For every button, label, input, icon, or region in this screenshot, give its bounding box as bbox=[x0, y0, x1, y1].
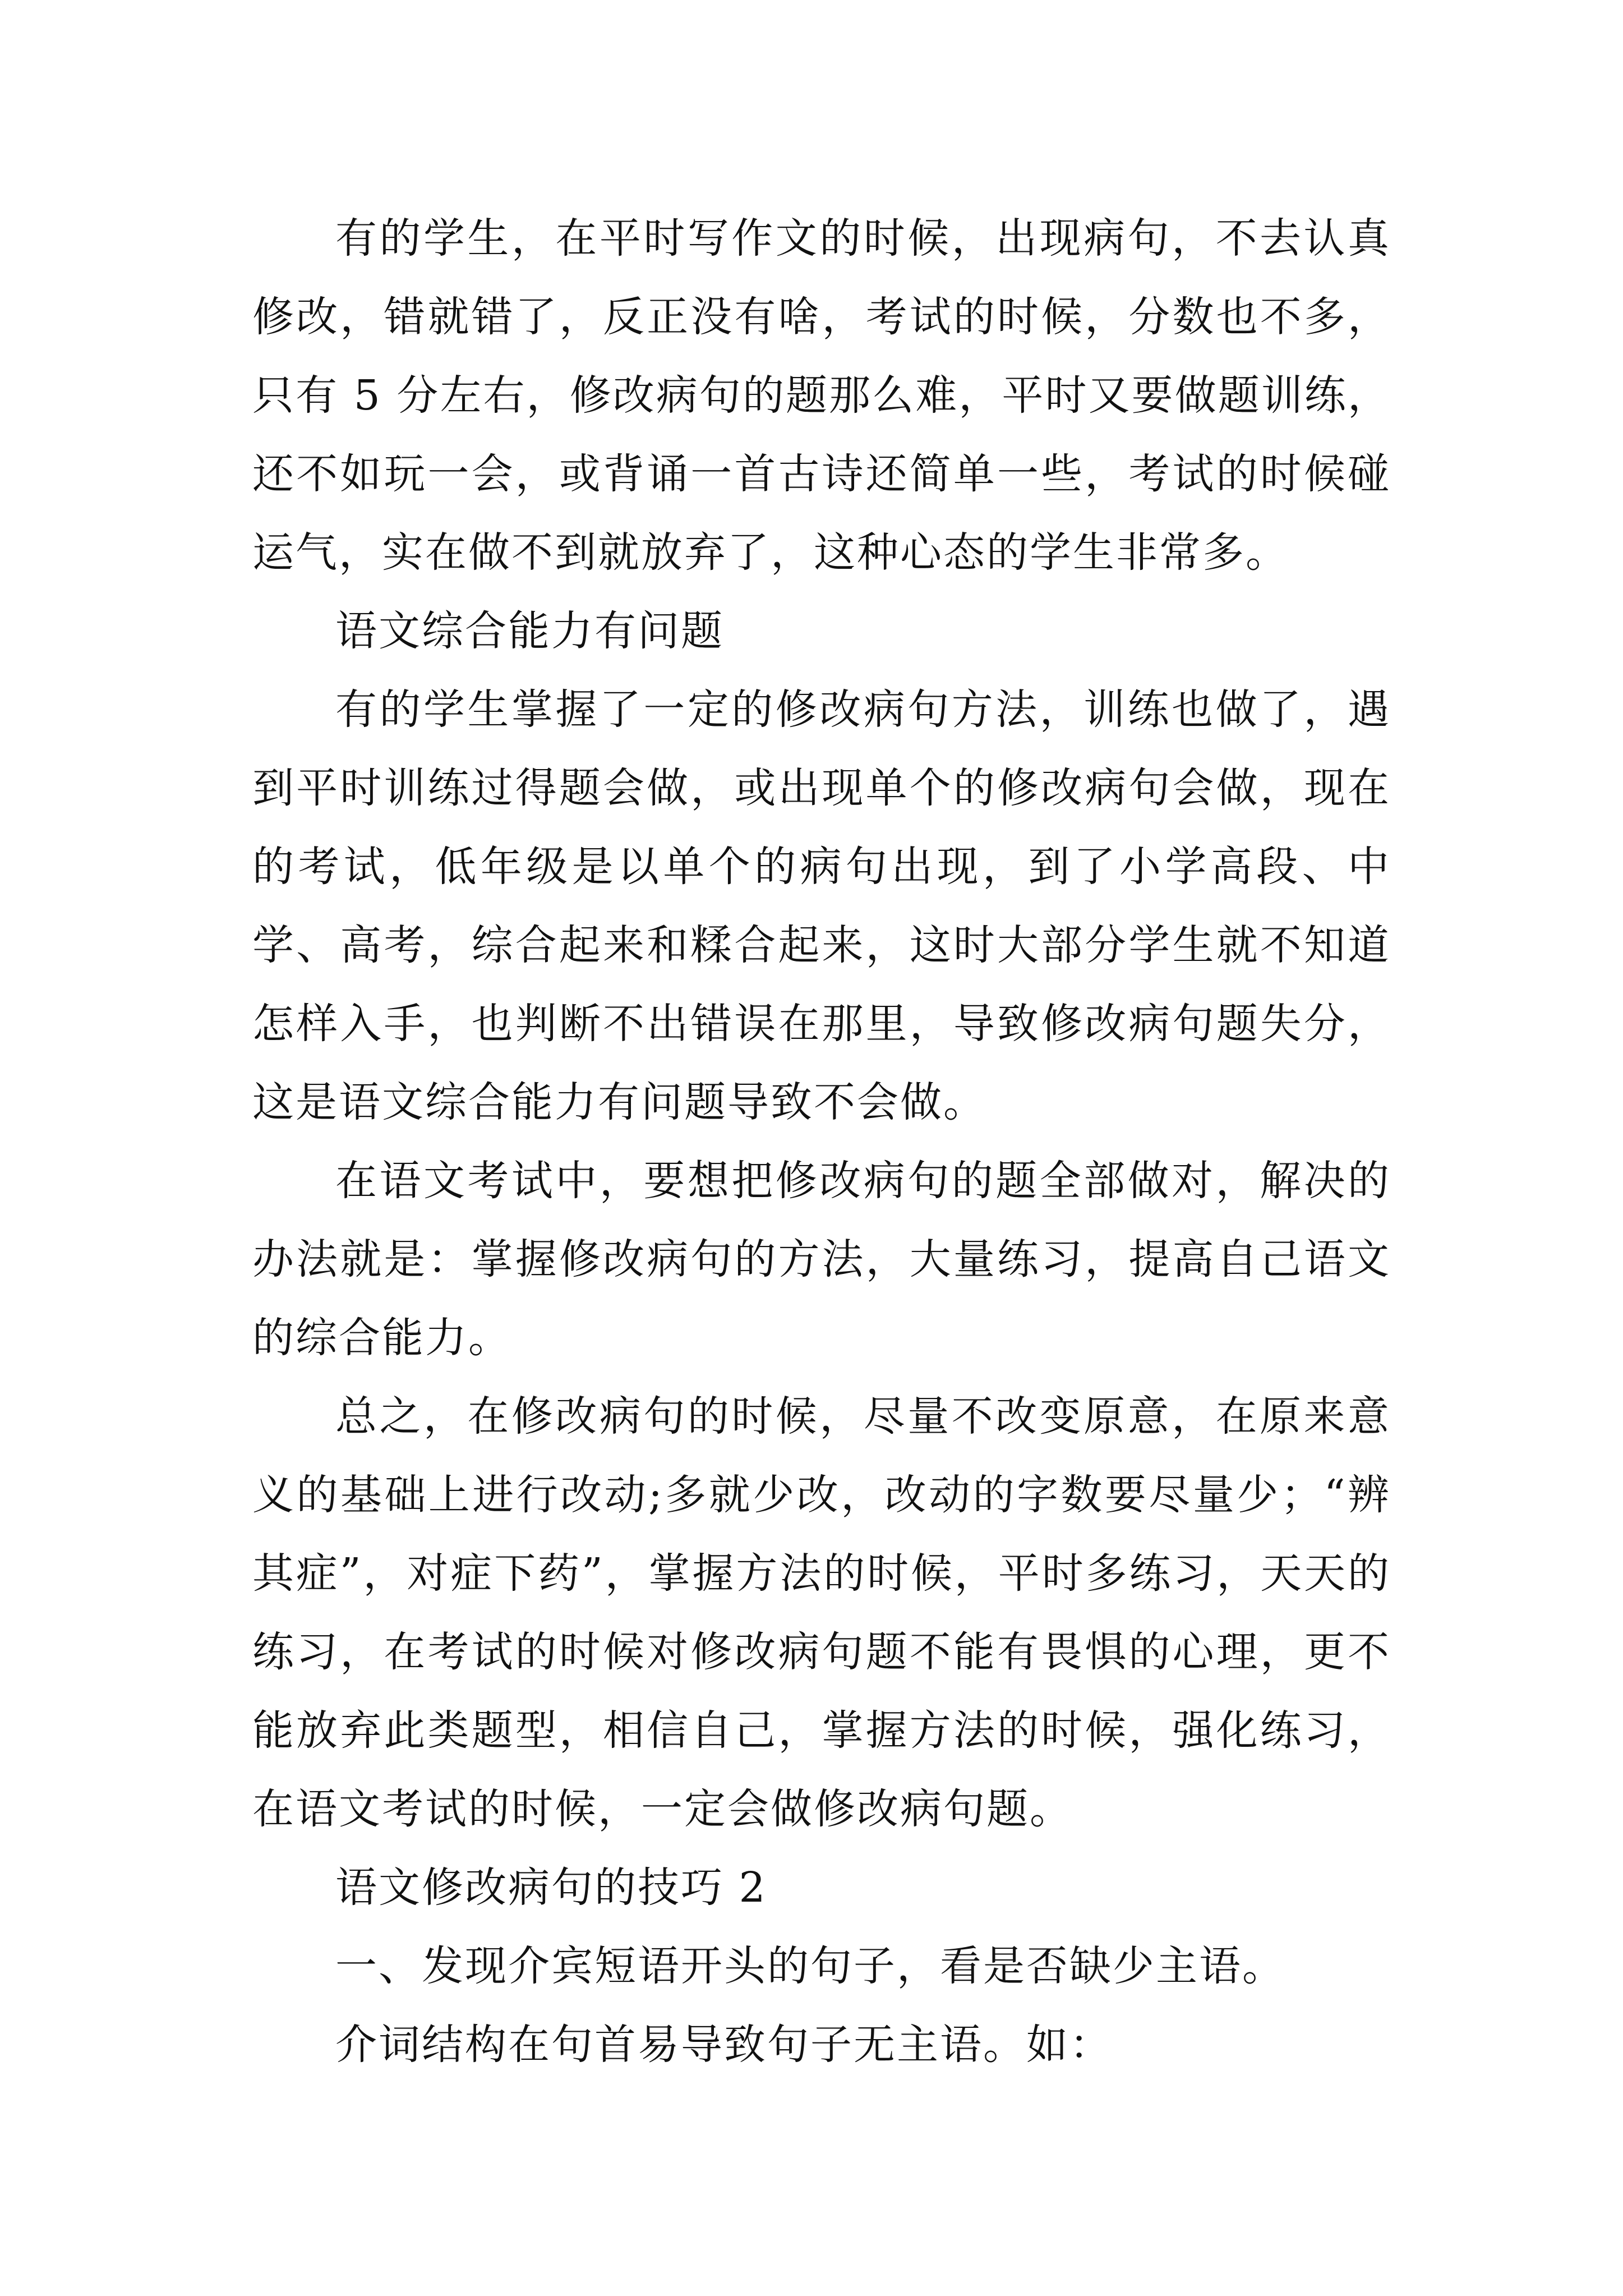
paragraph-student-attitude: 有的学生，在平时写作文的时候，出现病句，不去认真修改，错就错了，反正没有啥，考试的时候，分数也不多，只有 5 分左右，修改病句的题那么难，平时又要做题训练，还不如玩一会，或背诵一首古诗还简单一些，考试的时候碰运气，实在做不到就放弃了，这种心态的学生非常多。 bbox=[252, 214, 1391, 577]
paragraph-technique-1: 一、发现介宾短语开头的句子，看是否缺少主语。 bbox=[335, 1942, 1285, 1990]
paragraph-summary: 总之，在修改病句的时候，尽量不改变原意，在原来意义的基础上进行改动;多就少改，改动的字数要尽量少；“辨其症”，对症下药”，掌握方法的时候，平时多练习，天天的练习，在考试的时候对修改病句题不能有畏惧的心理，更不能放弃此类题型，相信自己，掌握方法的时候，强化练习，在语文考试的时候，一定会做修改病句题。 bbox=[252, 1392, 1391, 1833]
paragraph-solution: 在语文考试中，要想把修改病句的题全部做对，解决的办法就是：掌握修改病句的方法，大量练习，提高自己语文的综合能力。 bbox=[252, 1157, 1391, 1362]
section-heading-comprehensive-ability: 语文综合能力有问题 bbox=[335, 607, 724, 655]
paragraph-technique-1-detail: 介词结构在句首易导致句子无主语。如： bbox=[335, 2021, 1113, 2069]
section-heading-techniques-2: 语文修改病句的技巧 2 bbox=[335, 1864, 767, 1912]
document-body bbox=[252, 199, 1391, 2084]
paragraph-comprehensive-ability: 有的学生掌握了一定的修改病句方法，训练也做了，遇到平时训练过得题会做，或出现单个的修改病句会做，现在的考试，低年级是以单个的病句出现，到了小学高段、中学、高考，综合起来和糅合起来，这时大部分学生就不知道怎样入手，也判断不出错误在那里，导致修改病句题失分，这是语文综合能力有问题导致不会做。 bbox=[252, 685, 1391, 1126]
